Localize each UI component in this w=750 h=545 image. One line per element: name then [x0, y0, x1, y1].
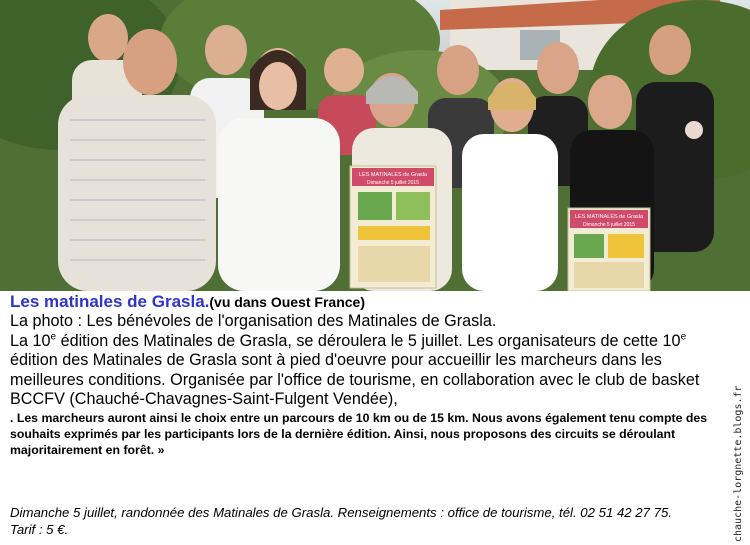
event-info-line-1: Dimanche 5 juillet, randonnée des Matinales de Grasla. Renseignements : office de tourisme, tél. 02 51 42 27 75.	[10, 505, 672, 520]
article-headline	[10, 292, 738, 312]
paragraph-part-3: édition des Matinales de Grasla sont à pied d'oeuvre pour accueillir les marcheurs dans les meilleures conditions. Organisée par l'office de tourisme, en collaboration avec le club de basket BCCFV (Chauché-Chavagnes-Saint-Fulgent Vendée),	[10, 351, 700, 409]
ordinal-suffix-1: e	[50, 331, 57, 343]
article-paragraph	[10, 332, 738, 410]
event-poster-left	[350, 166, 436, 288]
event-info-line-2: Tarif : 5 €.	[10, 522, 69, 537]
ordinal-suffix-2: e	[680, 331, 687, 343]
poster-left-title: LES MATINALES de Grasla	[358, 172, 428, 178]
poster-right-title: LES MATINALES de Grasla	[574, 214, 644, 220]
event-poster-right	[568, 208, 650, 291]
photo-caption: La photo : Les bénévoles de l'organisation des Matinales de Grasla.	[10, 312, 497, 330]
poster-left-date: Dimanche 5 juillet 2015	[367, 180, 419, 186]
paragraph-part-1: La 10	[10, 331, 51, 350]
article-title: Les matinales de Grasla.	[10, 292, 210, 311]
poster-right-date: Dimanche 5 juillet 2015	[583, 222, 635, 228]
article-body	[10, 292, 738, 458]
article-source: (vu dans Ouest France)	[209, 294, 365, 310]
blog-watermark: chauche-lorgnette.blogs.fr	[733, 385, 744, 542]
article-quote: . Les marcheurs auront ainsi le choix entre un parcours de 10 km ou de 15 km. Nous avons également tenu compte des souhaits exprimés par les participants lors de la dernière édition. Ainsi, nous proposons des circuits se déroulant majoritairement en forêt. »	[10, 410, 708, 457]
event-info	[10, 504, 740, 538]
paragraph-part-2: édition des Matinales de Grasla, se déroulera le 5 juillet. Les organisateurs de cette 10	[56, 331, 681, 350]
